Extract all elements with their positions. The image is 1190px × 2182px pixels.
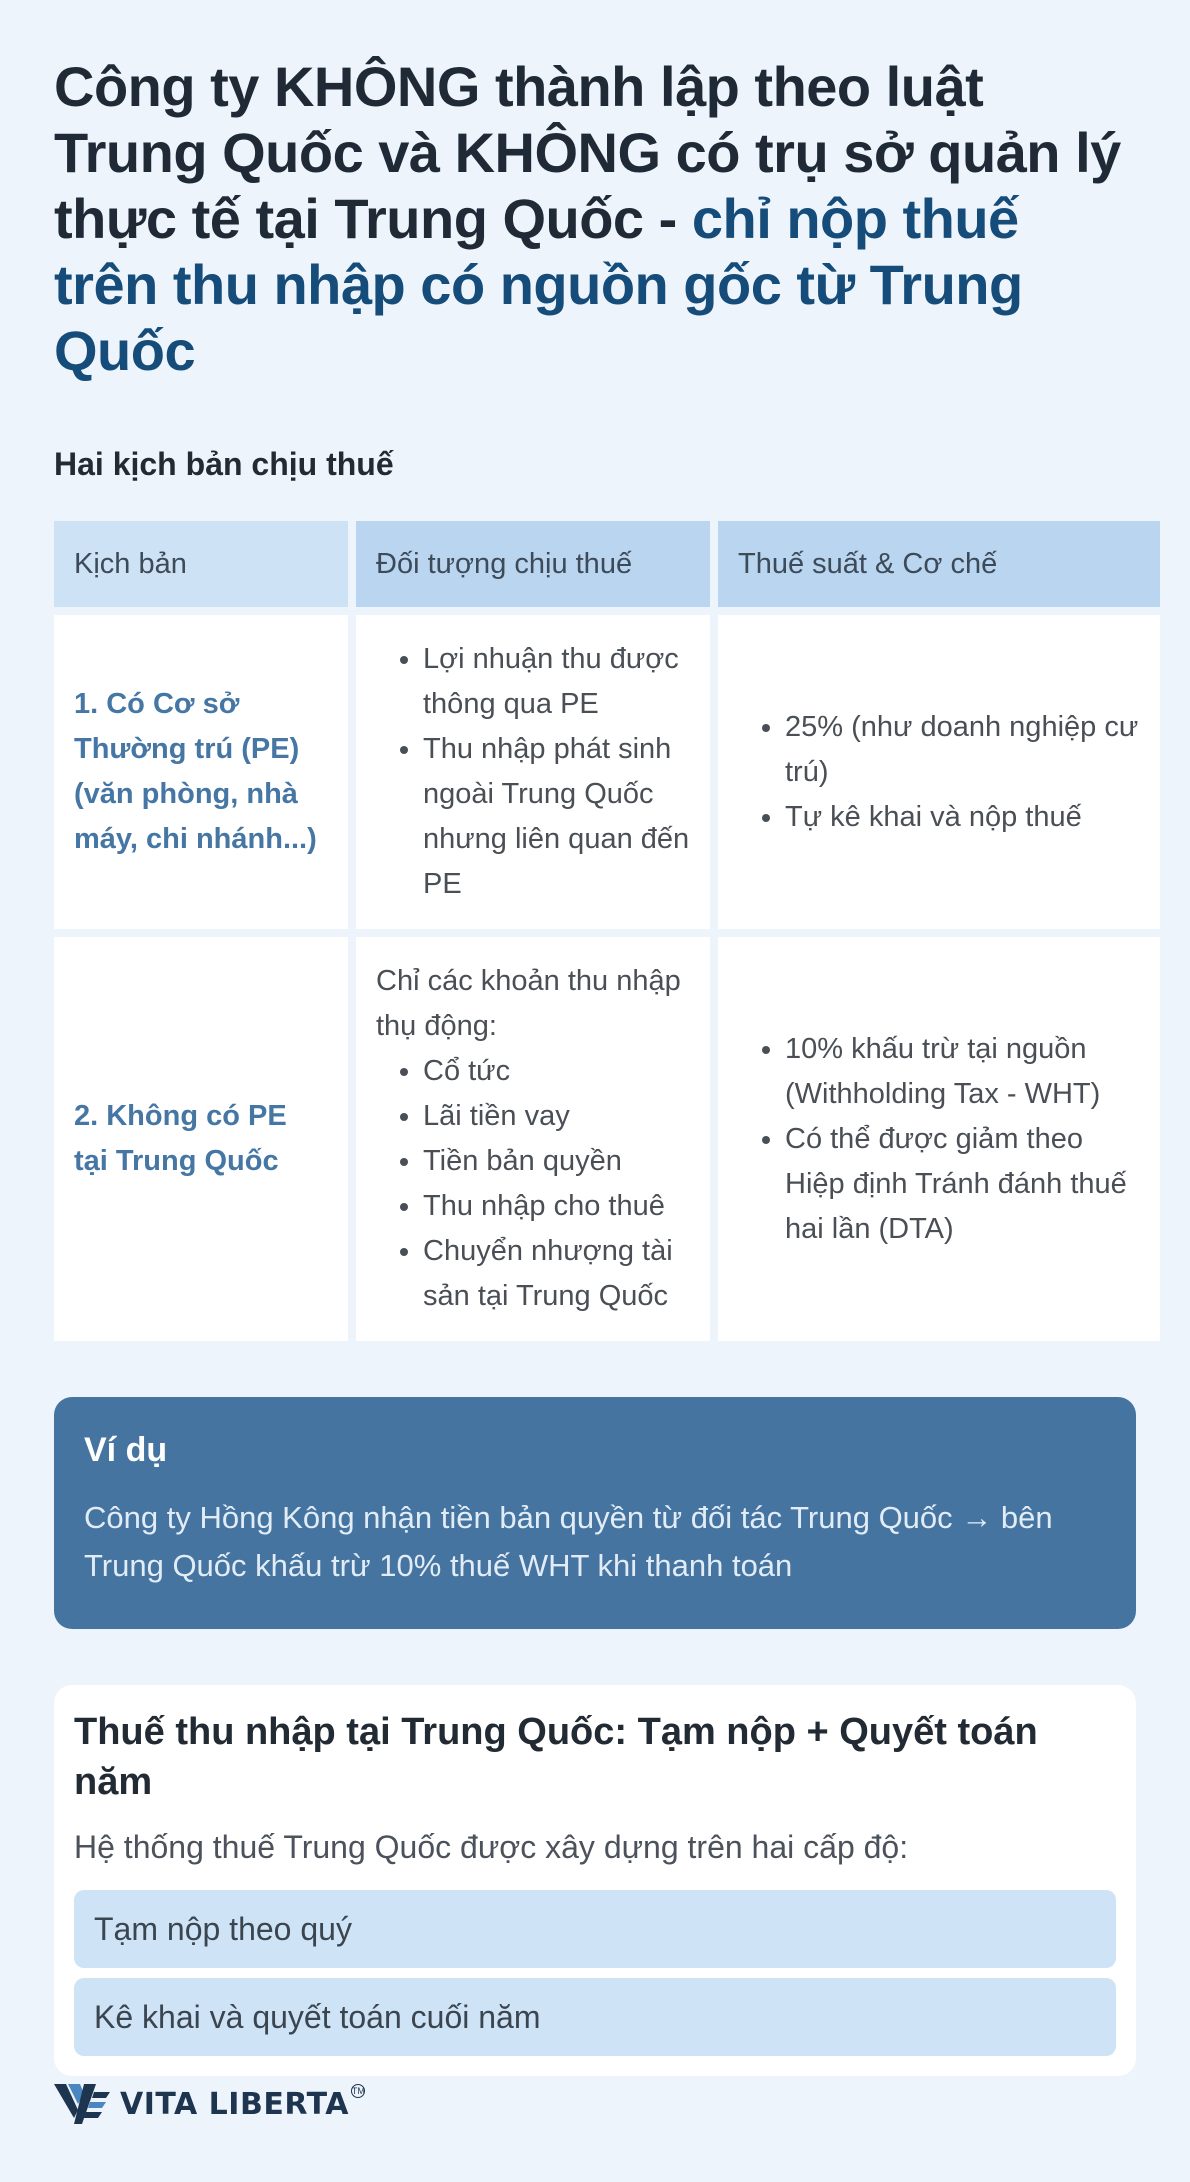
- header-rate: Thuế suất & Cơ chế: [718, 521, 1160, 607]
- rate-list: [738, 705, 1140, 840]
- table-row: [54, 615, 1160, 929]
- example-text: Công ty Hồng Kông nhận tiền bản quyền từ đối tác Trung Quốc → bên Trung Quốc khấu trừ 10% thuế WHT khi thanh toán: [84, 1500, 1053, 1583]
- section-label: Hai kịch bản chịu thuế: [54, 446, 394, 482]
- tax-levels-card: [54, 1685, 1136, 2076]
- list-item: • Thu nhập cho thuê: [423, 1184, 690, 1229]
- subject-list: [376, 637, 690, 907]
- header-scenario: Kịch bản: [54, 521, 348, 607]
- table-row: [54, 937, 1160, 1341]
- page-title: [54, 54, 1136, 384]
- example-box: [54, 1397, 1136, 1629]
- card-title: Thuế thu nhập tại Trung Quốc: Tạm nộp + Quyết toán năm: [74, 1711, 1038, 1803]
- table-header-row: [54, 521, 1160, 607]
- list-item: • Lãi tiền vay: [423, 1094, 690, 1139]
- level-item-quarterly: Tạm nộp theo quý: [74, 1890, 1116, 1968]
- list-item: • 25% (như doanh nghiệp cư trú): [785, 705, 1140, 795]
- vita-liberta-logo-icon: [54, 2084, 110, 2124]
- list-item: • Chuyển nhượng tài sản tại Trung Quốc: [423, 1229, 690, 1319]
- title-main: Công ty KHÔNG thành lập theo luật Trung Quốc và KHÔNG có trụ sở quản lý thực tế tại Trung Quốc -: [54, 55, 1121, 250]
- list-item: • Có thể được giảm theo Hiệp định Tránh đánh thuế hai lần (DTA): [785, 1117, 1140, 1252]
- rate-cell: [718, 615, 1160, 929]
- subject-cell: [356, 615, 710, 929]
- list-item: • 10% khấu trừ tại nguồn (Withholding Tax - WHT): [785, 1027, 1140, 1117]
- title-highlight: chỉ nộp thuế trên thu nhập có nguồn gốc từ Trung Quốc: [54, 187, 1023, 382]
- list-item: • Tiền bản quyền: [423, 1139, 690, 1184]
- rate-list: [738, 1027, 1140, 1252]
- list-item: • Cổ tức: [423, 1049, 690, 1094]
- scenario-cell: 2. Không có PE tại Trung Quốc: [54, 937, 348, 1341]
- page-content: [54, 54, 1139, 2076]
- vita-liberta-logo: [54, 2084, 365, 2124]
- card-subtitle: Hệ thống thuế Trung Quốc được xây dựng trên hai cấp độ:: [74, 1829, 909, 1865]
- scenario-cell: 1. Có Cơ sở Thường trú (PE) (văn phòng, nhà máy, chi nhánh...): [54, 615, 348, 929]
- logo-text: VITA LIBERTA: [120, 2086, 349, 2122]
- subject-list: [376, 1049, 690, 1319]
- level-item-annual: Kê khai và quyết toán cuối năm: [74, 1978, 1116, 2056]
- tax-scenarios-table: [46, 513, 1168, 1349]
- subject-cell: [356, 937, 710, 1341]
- rate-cell: [718, 937, 1160, 1341]
- trademark-mark: TM: [351, 2086, 365, 2096]
- list-item: • Tự kê khai và nộp thuế: [785, 795, 1140, 840]
- list-item: • Thu nhập phát sinh ngoài Trung Quốc nhưng liên quan đến PE: [423, 727, 690, 907]
- list-item: • Lợi nhuận thu được thông qua PE: [423, 637, 690, 727]
- header-subject: Đối tượng chịu thuế: [356, 521, 710, 607]
- example-title: Ví dụ: [84, 1431, 168, 1469]
- subject-intro: Chỉ các khoản thu nhập thụ động:: [376, 965, 681, 1042]
